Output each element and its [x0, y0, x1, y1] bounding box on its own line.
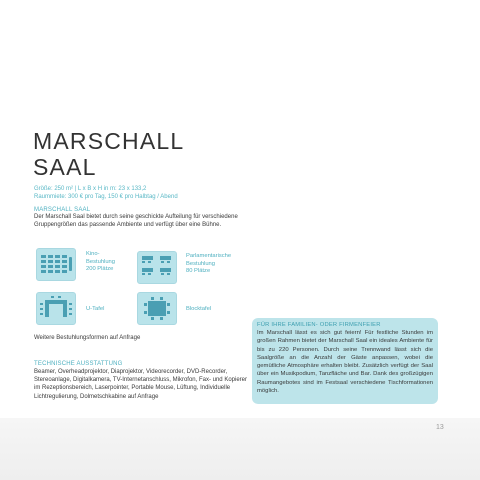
page-footer-band	[0, 418, 480, 480]
title-line-1: MARSCHALL	[33, 128, 185, 154]
layout-label-block: Blocktafel	[186, 306, 212, 312]
celebration-info-box	[252, 318, 438, 404]
tech-text: Beamer, Overheadprojektor, Diaprojektor, Videorecorder, DVD-Recorder, Stereoanlage, Digitalkamera, TV-Internetanschluss, Mikrofon, Fax- und Kopierer im Rezeptionsbereich, Laserpointer, Portable Mouse, Lüftung, Individuelle Lichtregulierung, Dolmetschkabine auf Anfrage	[34, 369, 247, 400]
further-seating-note: Weitere Bestuhlungsformen auf Anfrage	[34, 335, 141, 341]
layout-label-u-tafel: U-Tafel	[86, 306, 105, 312]
infobox-heading: FÜR IHRE FAMILIEN- ODER FIRMENFEIER	[257, 322, 381, 328]
block-table-icon	[137, 292, 177, 325]
tech-heading: TECHNISCHE AUSSTATTUNG	[34, 361, 123, 367]
layout-label-parlament: Parlamentarische Bestuhlung 80 Plätze	[186, 253, 232, 275]
infobox-text: Im Marschall lässt es sich gut feiern! Für festliche Stunden im großen Rahmen bietet der Marschall Saal ein ideales Ambiente für bis zu 220 Personen. Durch seine Trennwand lässt sich die Saalgröße an die Anzahl der Gäste anpassen, wobei die gemütliche Atmosphäre erhalten bleibt. Zusätzlich verfügt der Saal über ein Musikpodium, Tanzfläche und Bar. Dank des großzügigen Raumangebotes sind im Festsaal verschiedene Tischformationen möglich.	[257, 330, 433, 395]
layout-label-kino: Kino- Bestuhlung 200 Plätze	[86, 251, 116, 273]
room-rent: Raummiete: 300 € pro Tag, 150 € pro Halbtag / Abend	[34, 194, 178, 201]
title-line-2: SAAL	[33, 154, 97, 180]
page-title	[33, 128, 253, 180]
room-specs	[34, 185, 244, 202]
u-shape-table-icon	[36, 292, 76, 325]
intro-section	[34, 207, 246, 229]
room-size: Größe: 250 m² | L x B x H in m: 23 x 133,2	[34, 186, 147, 192]
intro-heading: MARSCHALL SAAL	[34, 207, 91, 213]
page-number: 13	[436, 424, 444, 431]
theater-seating-icon	[36, 248, 76, 281]
classroom-seating-icon	[137, 251, 177, 284]
technical-equipment-section	[34, 361, 248, 401]
intro-text: Der Marschall Saal bietet durch seine geschickte Aufteilung für verschiedene Gruppengrößen das passende Ambiente und verfügt über eine Bühne.	[34, 214, 238, 229]
